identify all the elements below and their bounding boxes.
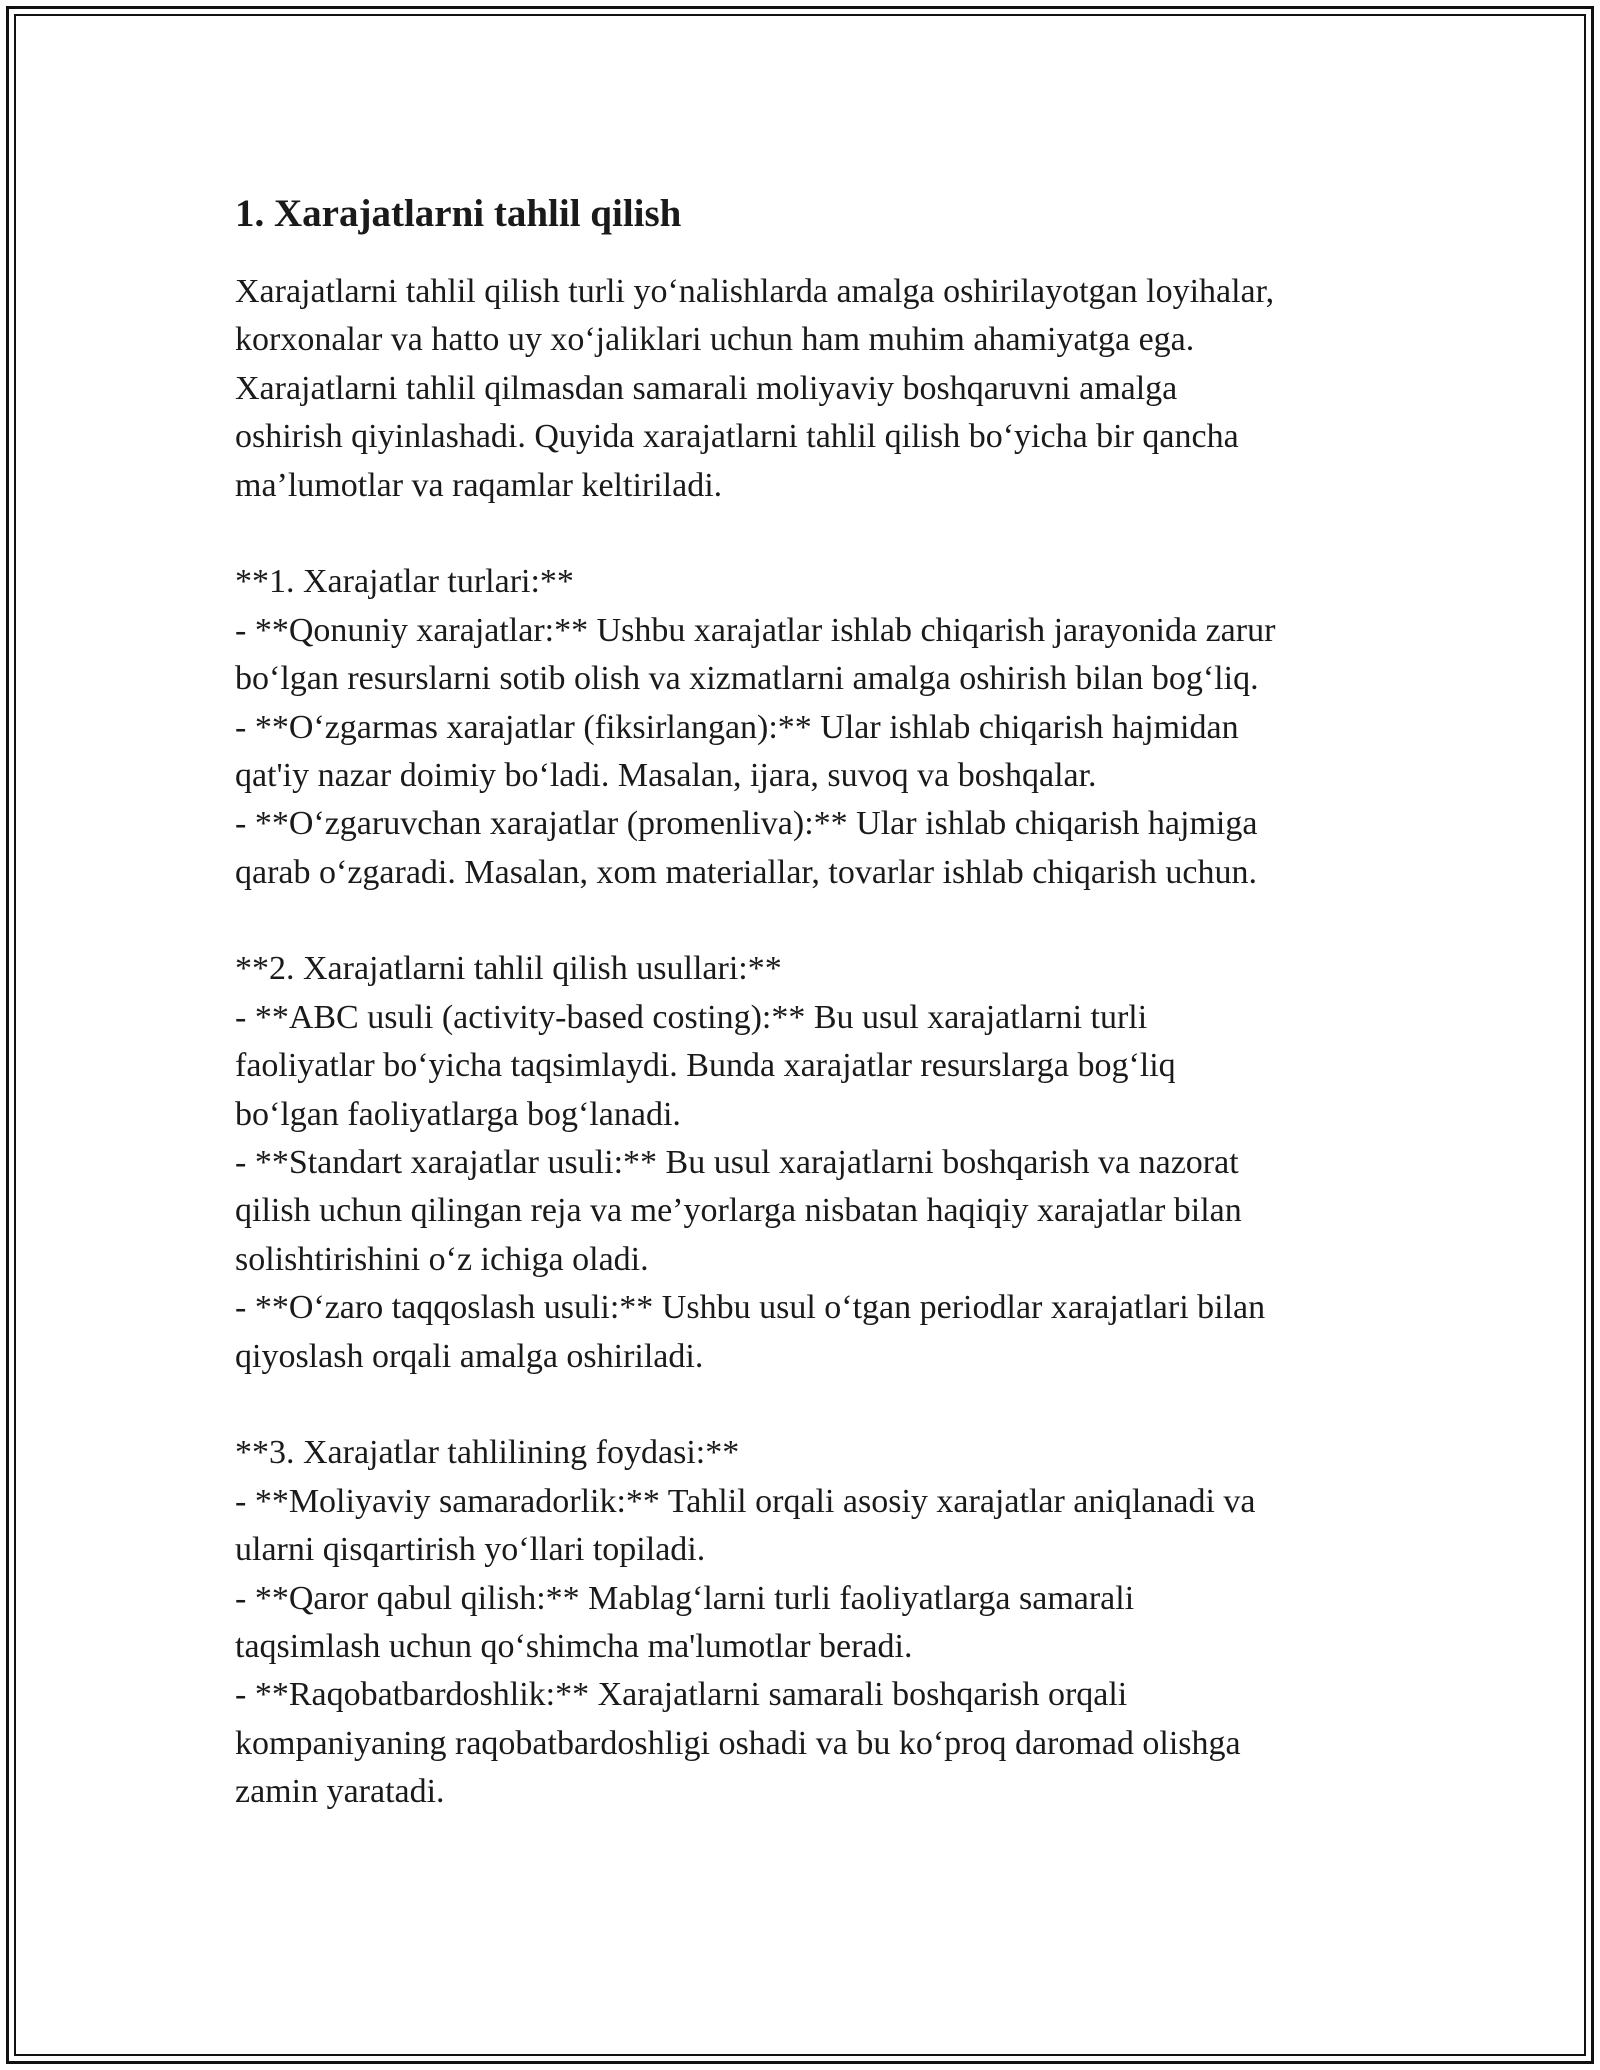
blank-line — [235, 1381, 1395, 1429]
text-line: oshirish qiyinlashadi. Quyida xarajatlarni tahlil qilish bo‘yicha bir qancha — [235, 418, 1239, 456]
text-line: qarab o‘zgaradi. Masalan, xom materiallar, tovarlar ishlab chiqarish uchun. — [235, 853, 1258, 891]
blank-line — [235, 897, 1395, 945]
text-line: Xarajatlarni tahlil qilmasdan samarali moliyaviy boshqaruvni amalga — [235, 369, 1178, 407]
text-line: - **Raqobatbardoshlik:** Xarajatlarni samarali boshqarish orqali — [235, 1676, 1128, 1714]
text-line: - **O‘zgarmas xarajatlar (fiksirlangan):** Ular ishlab chiqarish hajmidan — [235, 708, 1239, 746]
text-line: kompaniyaning raqobatbardoshligi oshadi va bu ko‘proq daromad olishga — [235, 1724, 1241, 1762]
document-text — [235, 268, 1395, 1817]
text-line: **1. Xarajatlar turlari:** — [235, 563, 574, 601]
text-line: qiyoslash orqali amalga oshiriladi. — [235, 1337, 704, 1375]
document-body — [235, 180, 1395, 1817]
text-line: bo‘lgan resurslarni sotib olish va xizmatlarni amalga oshirish bilan bog‘liq. — [235, 660, 1259, 698]
text-line: qilish uchun qilingan reja va me’yorlarga nisbatan haqiqiy xarajatlar bilan — [235, 1192, 1242, 1230]
blank-line — [235, 510, 1395, 558]
text-line: - **Standart xarajatlar usuli:** Bu usul xarajatlarni boshqarish va nazorat — [235, 1144, 1239, 1182]
text-line: Xarajatlarni tahlil qilish turli yo‘nalishlarda amalga oshirilayotgan loyihalar, — [235, 273, 1275, 310]
text-line: qat'iy nazar doimiy bo‘ladi. Masalan, ijara, suvoq va boshqalar. — [235, 756, 1097, 794]
text-line: **3. Xarajatlar tahlilining foydasi:** — [235, 1434, 740, 1472]
text-line: - **O‘zgaruvchan xarajatlar (promenliva):** Ular ishlab chiqarish hajmiga — [235, 805, 1258, 843]
text-line: faoliyatlar bo‘yicha taqsimlaydi. Bunda xarajatlar resurslarga bog‘liq — [235, 1047, 1176, 1085]
text-line: ularni qisqartirish yo‘llari topiladi. — [235, 1531, 706, 1569]
text-line: - **Qaror qabul qilish:** Mablag‘larni turli faoliyatlarga samarali — [235, 1579, 1135, 1617]
document-title: 1. Xarajatlarni tahlil qilish — [235, 192, 682, 235]
text-line: korxonalar va hatto uy xo‘jaliklari uchun ham muhim ahamiyatga ega. — [235, 321, 1195, 359]
text-line: ma’lumotlar va raqamlar keltiriladi. — [235, 466, 723, 504]
text-line: zamin yaratadi. — [235, 1773, 445, 1811]
text-line: bo‘lgan faoliyatlarga bog‘lanadi. — [235, 1095, 681, 1133]
text-line: - **Moliyaviy samaradorlik:** Tahlil orqali asosiy xarajatlar aniqlanadi va — [235, 1482, 1256, 1520]
text-line: solishtirishini o‘z ichiga oladi. — [235, 1240, 649, 1278]
text-line: **2. Xarajatlarni tahlil qilish usullari:** — [235, 950, 782, 988]
text-line: - **O‘zaro taqqoslash usuli:** Ushbu usul o‘tgan periodlar xarajatlari bilan — [235, 1289, 1266, 1327]
text-line: - **Qonuniy xarajatlar:** Ushbu xarajatlar ishlab chiqarish jarayonida zarur — [235, 611, 1276, 649]
text-line: - **ABC usuli (activity-based costing):** Bu usul xarajatlarni turli — [235, 998, 1148, 1036]
text-line: taqsimlash uchun qo‘shimcha ma'lumotlar beradi. — [235, 1627, 913, 1665]
